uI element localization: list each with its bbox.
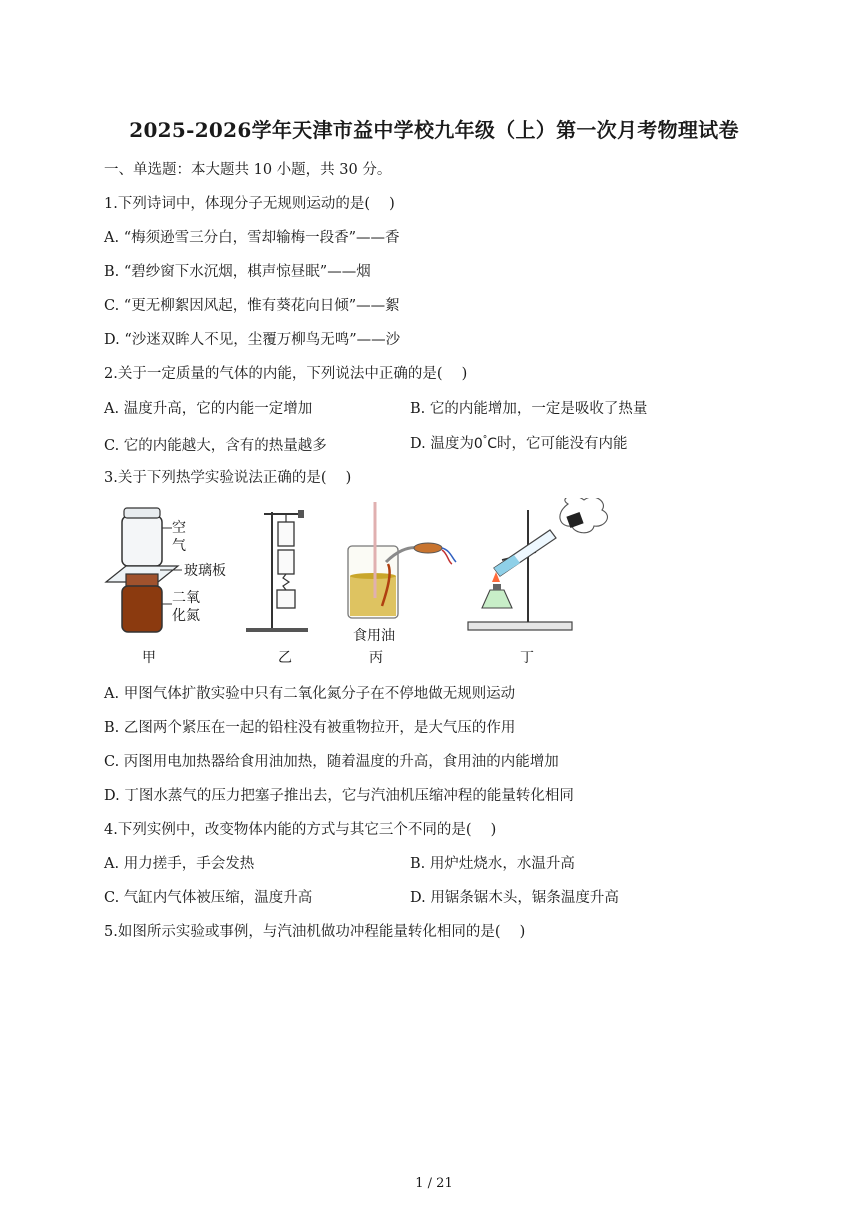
q1-stem: 1.下列诗词中，体现分子无规则运动的是( ) xyxy=(104,196,395,212)
figure-ding-test-tube xyxy=(468,498,607,666)
temperature-value: 0 xyxy=(473,436,483,452)
q2-option-b: B. 它的内能增加，一定是吸收了热量 xyxy=(410,401,648,417)
q2-stem: 2.关于一定质量的气体的内能，下列说法中正确的是( ) xyxy=(104,366,468,382)
q1-option-b: B. “碧纱窗下水沉烟，棋声惊昼眠”——烟 xyxy=(104,264,371,280)
q4-option-a: A. 用力搓手，手会发热 xyxy=(104,856,255,872)
q2-option-a: A. 温度升高，它的内能一定增加 xyxy=(104,401,313,417)
q4-option-c: C. 气缸内气体被压缩，温度升高 xyxy=(104,890,313,906)
q3-figure xyxy=(96,498,616,670)
degree-symbol: ° xyxy=(482,435,488,446)
exam-title: 2025-2026学年天津市益中学校九年级（上）第一次月考物理试卷 xyxy=(129,118,739,142)
q4-option-b: B. 用炉灶烧水，水温升高 xyxy=(410,856,575,872)
q2-option-c: C. 它的内能越大，含有的热量越多 xyxy=(104,438,327,454)
label-air-1: 空 xyxy=(172,520,186,536)
section-heading: 一、单选题：本大题共 10 小题，共 30 分。 xyxy=(104,162,392,178)
q3-stem: 3.关于下列热学实验说法正确的是( ) xyxy=(104,470,352,486)
label-glass-plate: 玻璃板 xyxy=(184,563,226,579)
label-no2-2: 化氮 xyxy=(172,608,200,624)
label-cooking-oil: 食用油 xyxy=(353,628,395,644)
q3-option-b: B. 乙图两个紧压在一起的铅柱没有被重物拉开，是大气压的作用 xyxy=(104,720,516,736)
q3-option-a: A. 甲图气体扩散实验中只有二氧化氮分子在不停地做无规则运动 xyxy=(104,686,516,702)
q1-option-a: A. “梅须逊雪三分白，雪却输梅一段香”——香 xyxy=(104,230,400,246)
label-bing: 丙 xyxy=(369,650,383,666)
q4-stem: 4.下列实例中，改变物体内能的方式与其它三个不同的是( ) xyxy=(104,822,497,838)
figure-bing-oil-heating xyxy=(348,502,456,666)
q4-option-d: D. 用锯条锯木头，锯条温度升高 xyxy=(410,890,619,906)
figure-jia-diffusion xyxy=(106,508,226,666)
label-ding: 丁 xyxy=(520,650,534,666)
temperature-unit: C xyxy=(487,436,498,452)
q2-option-d: D. 温度为0°C时，它可能没有内能 xyxy=(410,435,628,452)
label-air-2: 气 xyxy=(172,538,186,554)
label-jia: 甲 xyxy=(142,650,156,666)
label-no2-1: 二氧 xyxy=(172,590,200,606)
q1-option-c: C. “更无柳絮因风起，惟有葵花向日倾”——絮 xyxy=(104,298,400,314)
q1-option-d: D. “沙迷双眸人不见，尘覆万柳鸟无鸣”——沙 xyxy=(104,332,401,348)
q3-option-c: C. 丙图用电加热器给食用油加热，随着温度的升高，食用油的内能增加 xyxy=(104,754,559,770)
q5-stem: 5.如图所示实验或事例，与汽油机做功冲程能量转化相同的是( ) xyxy=(104,924,526,940)
figure-yi-lead-cylinders xyxy=(246,510,308,666)
label-yi: 乙 xyxy=(278,650,292,666)
page-number: 1 / 21 xyxy=(415,1176,453,1191)
q3-option-d: D. 丁图水蒸气的压力把塞子推出去，它与汽油机压缩冲程的能量转化相同 xyxy=(104,788,574,804)
